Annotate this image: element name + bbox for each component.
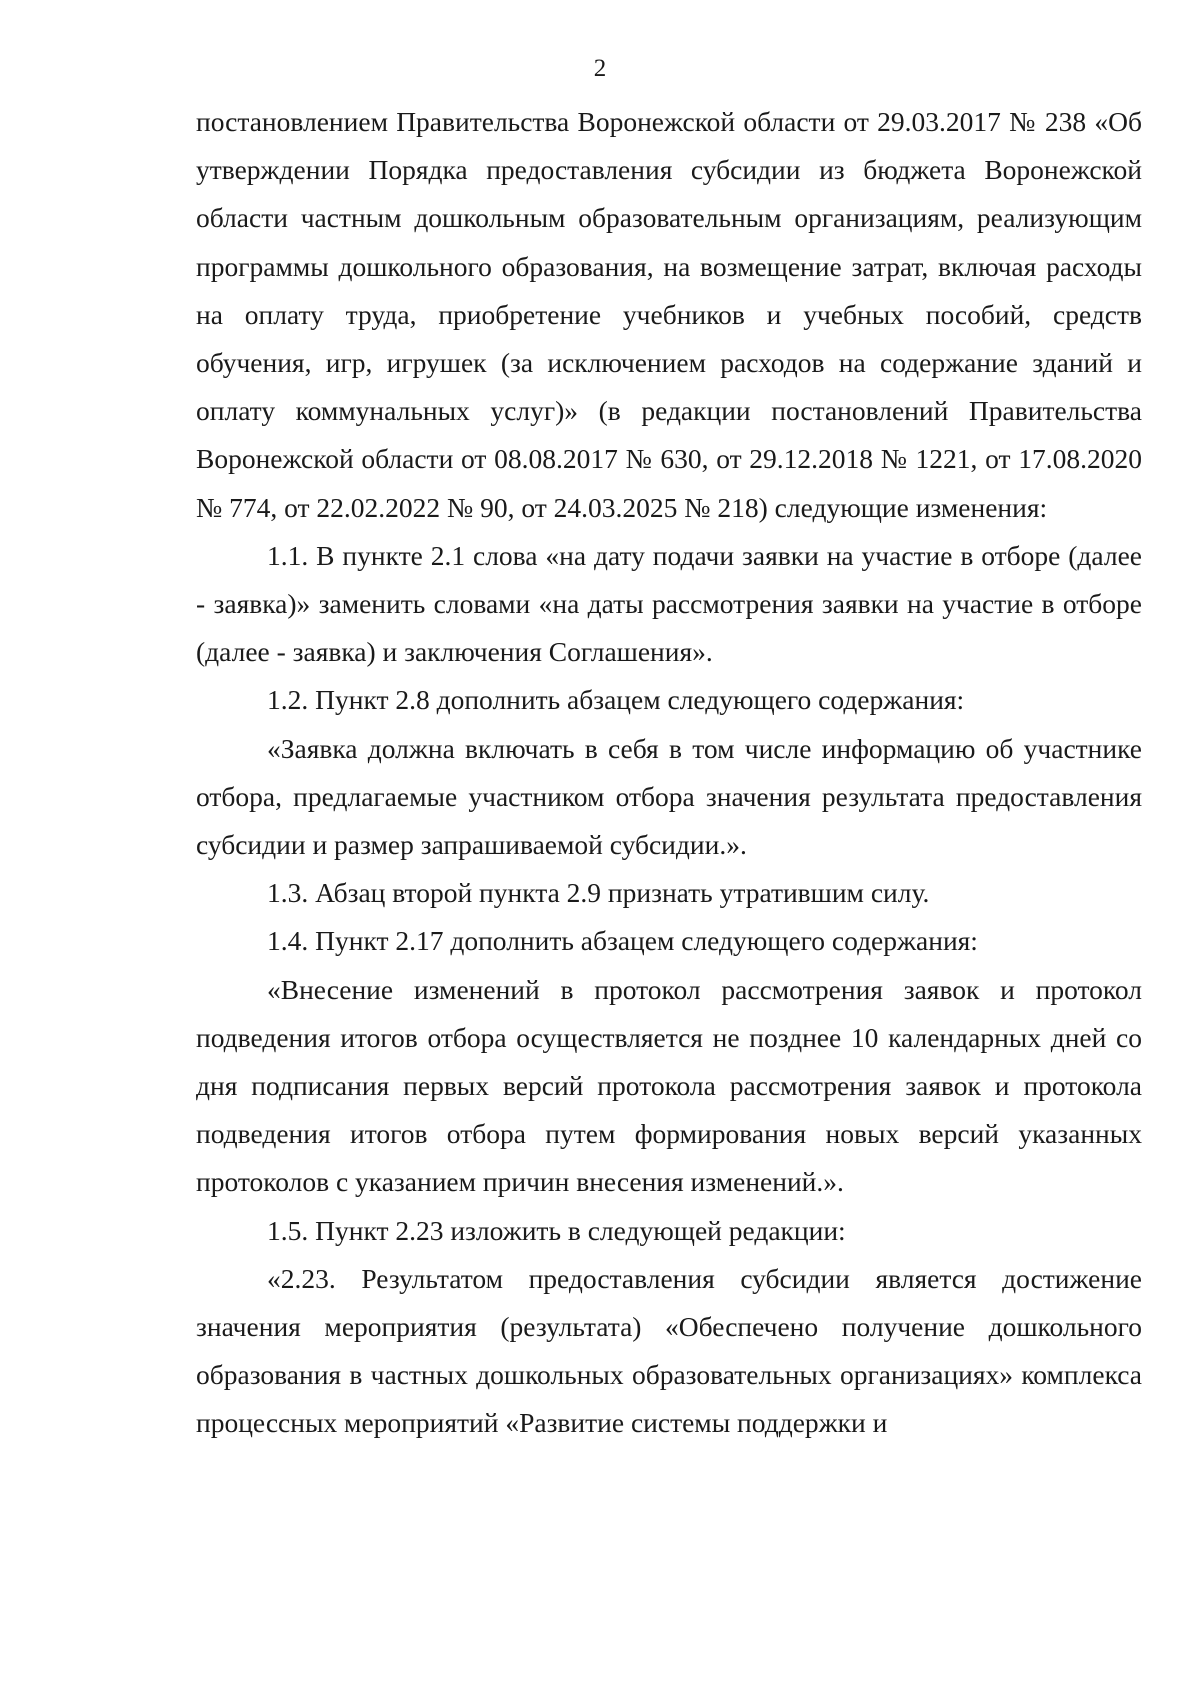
paragraph-quote-2-17: «Внесение изменений в протокол рассмотрения заявок и протокол подведения итогов отбора осуществляется не позднее 10 календарных дней со дня подписания первых версий протокола рассмотрения заявок и протокола подведения итогов отбора путем формирования новых версий указанных протоколов с указанием причин внесения изменений.». <box>196 973 1142 1198</box>
paragraph-item-1-4: 1.4. Пункт 2.17 дополнить абзацем следующего содержания: <box>267 925 978 957</box>
paragraph-item-1-2: 1.2. Пункт 2.8 дополнить абзацем следующего содержания: <box>267 684 965 716</box>
paragraph-quote-2-23: «2.23. Результатом предоставления субсидии является достижение значения мероприятия (результата) «Обеспечено получение дошкольного образования в частных дошкольных образовательных организациях» комплекса процессных мероприятий «Развитие системы поддержки и <box>196 1262 1142 1439</box>
page-number: 2 <box>593 55 607 82</box>
paragraph-quote-2-8: «Заявка должна включать в себя в том числе информацию об участнике отбора, предлагаемые участником отбора значения результата предоставления субсидии и размер запрашиваемой субсидии.». <box>196 732 1142 861</box>
paragraph-item-1-1: 1.1. В пункте 2.1 слова «на дату подачи заявки на участие в отборе (далее - заявка)» заменить словами «на даты рассмотрения заявки на участие в отборе (далее - заявка) и заключения Соглашения». <box>196 539 1142 668</box>
document-body <box>196 98 1142 1448</box>
paragraph-continuation: постановлением Правительства Воронежской области от 29.03.2017 № 238 «Об утверждении Порядка предоставления субсидии из бюджета Воронежской области частным дошкольным образовательным организациям, реализующим программы дошкольного образования, на возмещение затрат, включая расходы на оплату труда, приобретение учебников и учебных пособий, средств обучения, игр, игрушек (за исключением расходов на содержание зданий и оплату коммунальных услуг)» (в редакции постановлений Правительства Воронежской области от 08.08.2017 № 630, от 29.12.2018 № 1221, от 17.08.2020 № 774, от 22.02.2022 № 90, от 24.03.2025 № 218) следующие изменения: <box>196 106 1142 523</box>
paragraph-item-1-5: 1.5. Пункт 2.23 изложить в следующей редакции: <box>267 1214 846 1246</box>
paragraph-item-1-3: 1.3. Абзац второй пункта 2.9 признать утратившим силу. <box>267 877 930 909</box>
